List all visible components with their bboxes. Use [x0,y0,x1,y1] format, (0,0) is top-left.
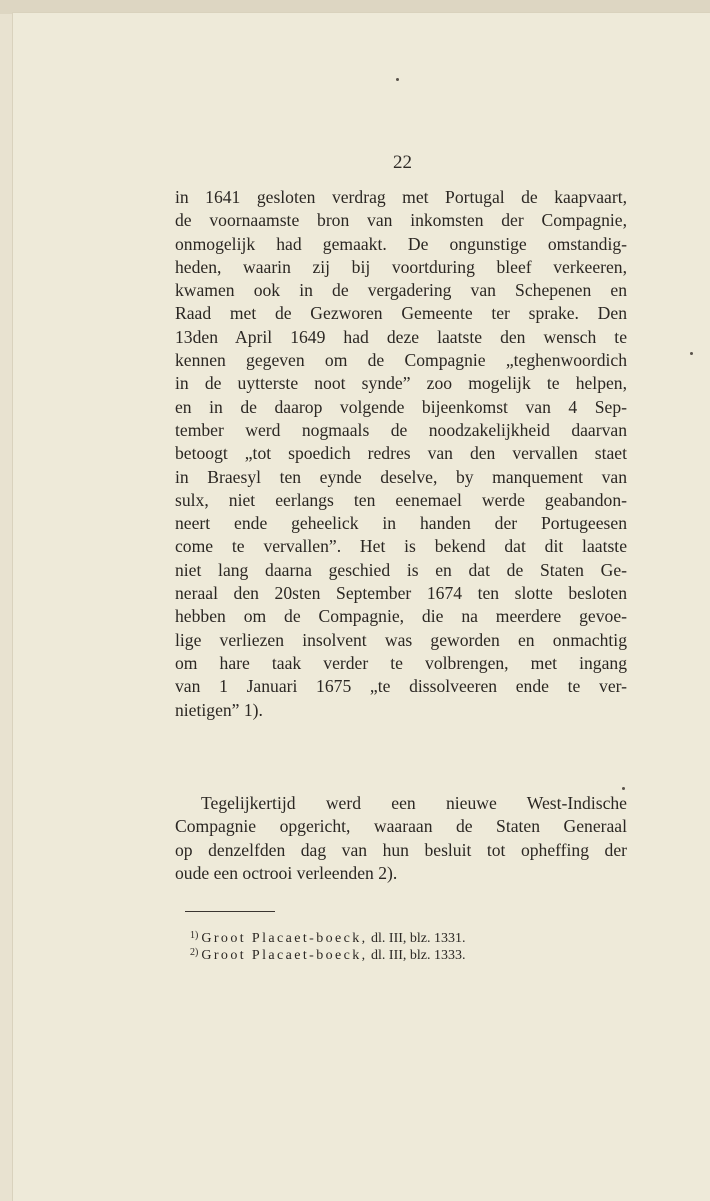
text-line: Tegelijkertijd werd een nieuwe West-Indische [201,793,627,813]
text-line: 13den April 1649 had deze laatste den wensch te [175,326,627,347]
text-line: in 1641 gesloten verdrag met Portugal de kaapvaart, [175,187,627,207]
paper-speck [396,78,399,81]
text-line: hebben om de Compagnie, die na meerdere gevoe- [175,606,627,627]
footnote-rule [185,911,275,912]
footnote-1 [190,930,466,947]
paragraph-2 [175,792,627,885]
text-line: onmogelijk had gemaakt. De ongunstige omstandig- [175,233,627,254]
footnote-2 [190,947,466,964]
paper-speck [690,352,693,355]
paragraph-1 [175,186,627,722]
text-line: kennen gegeven om de Compagnie „teghenwoordich [175,350,627,371]
text-line: kwamen ook in de vergadering van Schepenen en [175,280,627,301]
text-line: oude een octrooi verleenden 2). [175,862,398,883]
text-line: niet lang daarna geschied is en dat de Staten Ge- [175,559,627,580]
footnote-1-ref: dl. III, blz. 1331. [371,931,466,946]
text-line: Raad met de Gezworen Gemeente ter sprake. Den [175,303,627,324]
text-line: sulx, niet eerlangs ten eenemael werde geabandon- [175,489,627,510]
text-line: betoogt „tot spoedich redres van den vervallen staet [175,443,627,464]
footnote-1-title: Groot Placaet-boeck, [201,931,368,946]
footnote-2-mark: 2) [190,947,199,958]
text-line: de voornaamste bron van inkomsten der Compagnie, [175,210,627,231]
text-line: Compagnie opgericht, waaraan de Staten Generaal [175,816,627,837]
text-line: neert ende geheelick in handen der Portugeesen [175,513,627,534]
text-line: van 1 Januari 1675 „te dissolveeren ende te ver- [175,676,627,697]
page-number: 22 [393,152,412,173]
footnote-1-mark: 1) [190,930,199,941]
text-line: in Braesyl ten eynde deselve, by manquement van [175,466,627,487]
text-line: op denzelfden dag van hun besluit tot opheffing der [175,839,627,860]
text-line: heden, waarin zij bij voortduring bleef verkeeren, [175,256,627,277]
paper-speck [622,787,625,790]
text-line: lige verliezen insolvent was geworden en onmachtig [175,629,627,650]
footnote-2-ref: dl. III, blz. 1333. [371,948,466,963]
text-line: tember werd nogmaals de noodzakelijkheid daarvan [175,419,627,440]
text-line: neraal den 20sten September 1674 ten slotte besloten [175,583,627,604]
text-line: en in de daarop volgende bijeenkomst van 4 Sep- [175,396,627,417]
text-line: om hare taak verder te volbrengen, met ingang [175,652,627,673]
footnote-2-title: Groot Placaet-boeck, [201,948,368,963]
text-line: come te vervallen”. Het is bekend dat dit laatste [175,536,627,557]
text-line: nietigen” 1). [175,699,263,720]
text-line: in de uytterste noot synde” zoo mogelijk te helpen, [175,373,627,394]
